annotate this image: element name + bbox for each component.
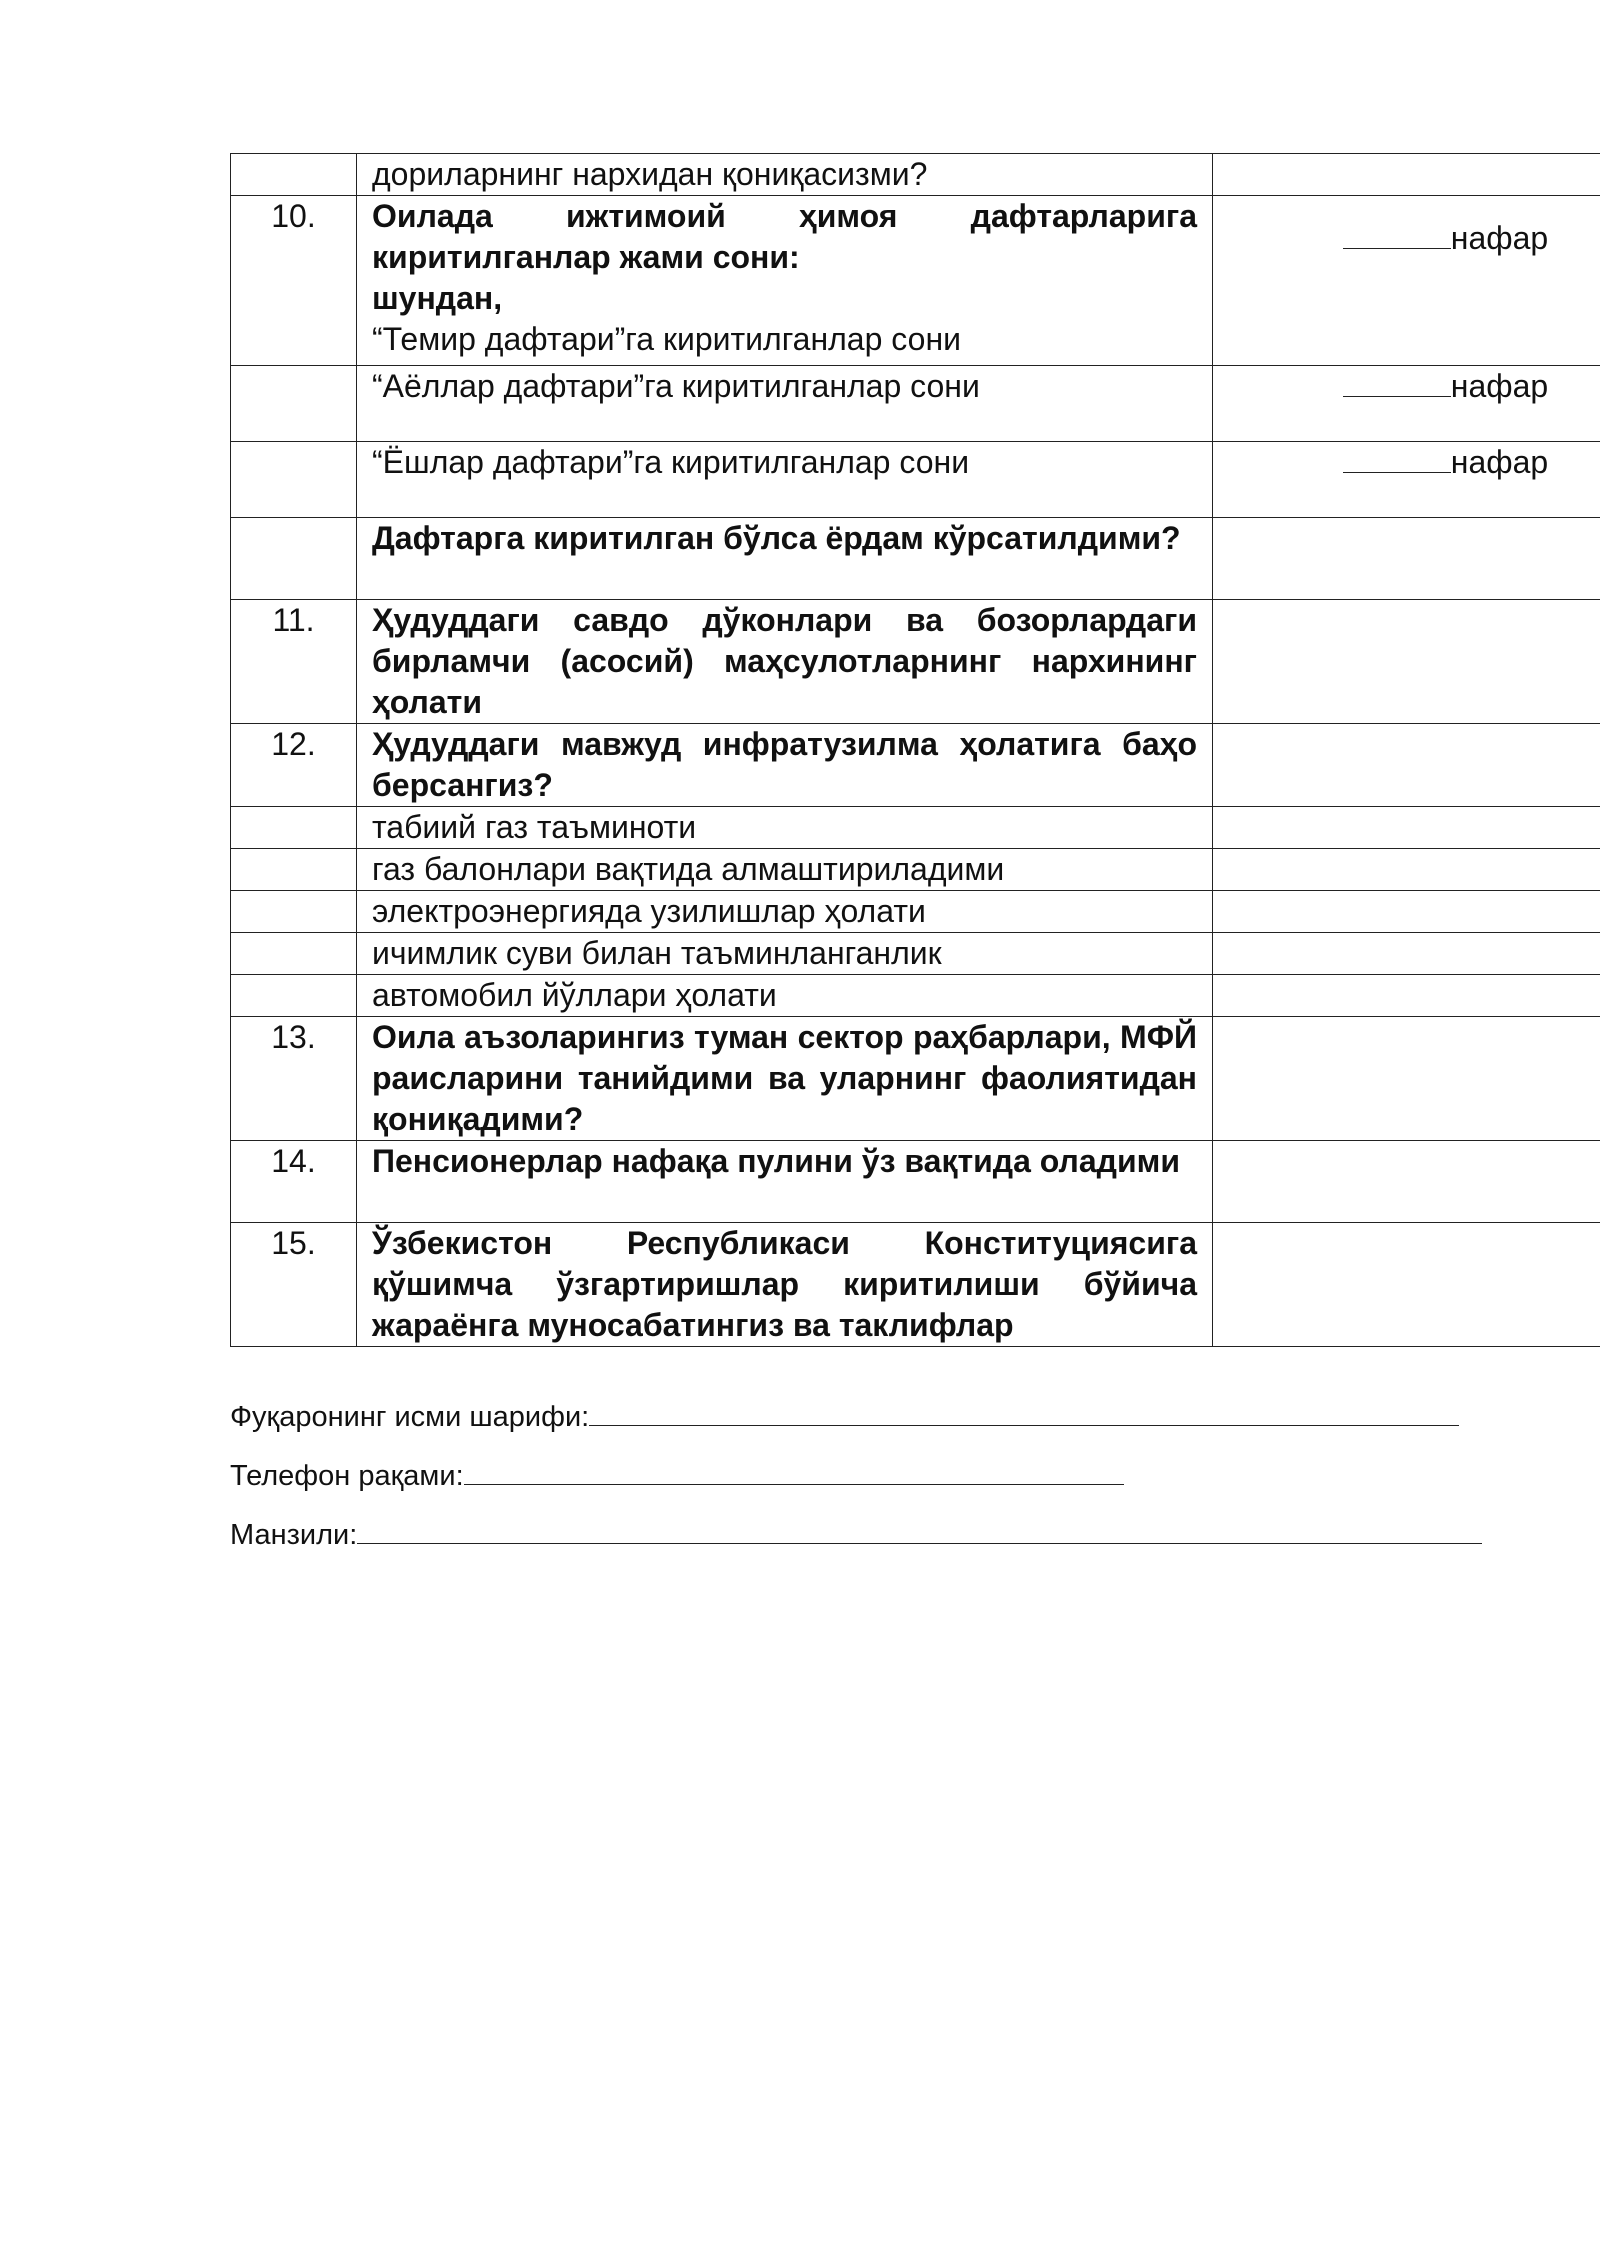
question-item: автомобил йўллари ҳолати <box>372 977 777 1013</box>
answer-cell[interactable] <box>1213 849 1600 891</box>
table-row <box>231 1017 1600 1141</box>
question-cell <box>357 196 1213 366</box>
table-row <box>231 724 1600 807</box>
answer-cell[interactable] <box>1213 518 1600 600</box>
question-text: Дафтарга киритилган бўлса ёрдам кўрсатилдими? <box>372 520 1181 556</box>
question-text: Оила аъзоларингиз туман сектор раҳбарлари, МФЙ раисларини танийдими ва уларнинг фаолиятидан қониқадими? <box>372 1019 1197 1137</box>
table-row <box>231 891 1600 933</box>
question-item: электроэнергияда узилишлар ҳолати <box>372 893 926 929</box>
answer-cell[interactable] <box>1213 366 1600 442</box>
table-row <box>231 807 1600 849</box>
answer-cell[interactable] <box>1213 196 1600 366</box>
table-row <box>231 1141 1600 1223</box>
question-cell <box>357 849 1213 891</box>
answer-field[interactable] <box>1228 196 1600 259</box>
answer-field[interactable] <box>1228 442 1600 483</box>
answer-cell[interactable] <box>1213 807 1600 849</box>
question-item: “Ёшлар дафтари”га киритилганлар сони <box>372 444 970 480</box>
row-number: 13. <box>231 1017 357 1141</box>
answer-cell[interactable] <box>1213 891 1600 933</box>
unit-label: нафар <box>1450 444 1549 480</box>
question-cell <box>357 807 1213 849</box>
question-text: Пенсионерлар нафақа пулини ўз вақтида оладими <box>372 1143 1180 1179</box>
question-cell <box>357 1017 1213 1141</box>
answer-cell[interactable] <box>1213 1141 1600 1223</box>
question-text: дориларнинг нархидан қониқасизми? <box>372 156 928 192</box>
question-cell <box>357 600 1213 724</box>
survey-table <box>230 153 1600 1347</box>
table-row <box>231 600 1600 724</box>
question-item: “Аёллар дафтари”га киритилганлар сони <box>372 368 980 404</box>
answer-blank[interactable] <box>1343 218 1451 249</box>
question-text: Ўзбекистон Республикаси Конституциясига қўшимча ўзгартиришлар киритилиши бўйича жараёнга муносабатингиз ва таклифлар <box>372 1225 1197 1343</box>
row-number: 12. <box>231 724 357 807</box>
table-row <box>231 975 1600 1017</box>
answer-cell[interactable] <box>1213 933 1600 975</box>
answer-cell[interactable] <box>1213 442 1600 518</box>
table-row <box>231 933 1600 975</box>
answer-cell[interactable] <box>1213 975 1600 1017</box>
unit-label: нафар <box>1450 368 1549 404</box>
phone-label: Телефон рақами: <box>230 1460 464 1492</box>
question-cell <box>357 975 1213 1017</box>
table-row <box>231 442 1600 518</box>
row-number <box>231 891 357 933</box>
question-subtext: шундан, <box>372 280 503 316</box>
question-cell <box>357 366 1213 442</box>
row-number: 14. <box>231 1141 357 1223</box>
citizen-name-field[interactable] <box>589 1398 1459 1426</box>
row-number <box>231 933 357 975</box>
answer-blank[interactable] <box>1343 442 1451 473</box>
address-label: Манзили: <box>230 1519 358 1551</box>
table-row <box>231 154 1600 196</box>
question-item: ичимлик суви билан таъминланганлик <box>372 935 942 971</box>
question-cell <box>357 891 1213 933</box>
row-number <box>231 442 357 518</box>
question-text: Оилада ижтимоий ҳимоя дафтарларига киритилганлар жами сони: <box>372 198 1197 275</box>
row-number: 11. <box>231 600 357 724</box>
address-line <box>230 1516 1482 1554</box>
table-row <box>231 518 1600 600</box>
unit-label: нафар <box>1450 220 1549 256</box>
row-number: 10. <box>231 196 357 366</box>
phone-line <box>230 1457 1124 1495</box>
answer-cell[interactable] <box>1213 600 1600 724</box>
answer-cell[interactable] <box>1213 154 1600 196</box>
question-cell <box>357 1141 1213 1223</box>
citizen-name-line <box>230 1398 1459 1436</box>
question-cell <box>357 1223 1213 1347</box>
citizen-name-label: Фуқаронинг исми шарифи: <box>230 1401 590 1433</box>
phone-field[interactable] <box>464 1457 1124 1485</box>
question-item: “Темир дафтари”га киритилганлар сони <box>372 321 961 357</box>
row-number <box>231 849 357 891</box>
question-cell <box>357 154 1213 196</box>
question-text: Ҳудуддаги мавжуд инфратузилма ҳолатига баҳо берсангиз? <box>372 726 1197 803</box>
question-cell <box>357 933 1213 975</box>
row-number <box>231 366 357 442</box>
answer-cell[interactable] <box>1213 724 1600 807</box>
answer-field[interactable] <box>1228 366 1600 407</box>
address-field[interactable] <box>357 1516 1482 1544</box>
row-number <box>231 154 357 196</box>
row-number <box>231 807 357 849</box>
answer-blank[interactable] <box>1343 366 1451 397</box>
question-cell <box>357 724 1213 807</box>
question-text: Ҳудуддаги савдо дўконлари ва бозорлардаги бирламчи (асосий) маҳсулотларнинг нархининг ҳолати <box>372 602 1197 720</box>
table-row <box>231 196 1600 366</box>
table-row <box>231 1223 1600 1347</box>
row-number <box>231 518 357 600</box>
question-cell <box>357 442 1213 518</box>
answer-cell[interactable] <box>1213 1017 1600 1141</box>
question-cell <box>357 518 1213 600</box>
question-item: табиий газ таъминоти <box>372 809 697 845</box>
row-number <box>231 975 357 1017</box>
question-item: газ балонлари вақтида алмаштириладими <box>372 851 1005 887</box>
row-number: 15. <box>231 1223 357 1347</box>
table-row <box>231 366 1600 442</box>
answer-cell[interactable] <box>1213 1223 1600 1347</box>
table-row <box>231 849 1600 891</box>
